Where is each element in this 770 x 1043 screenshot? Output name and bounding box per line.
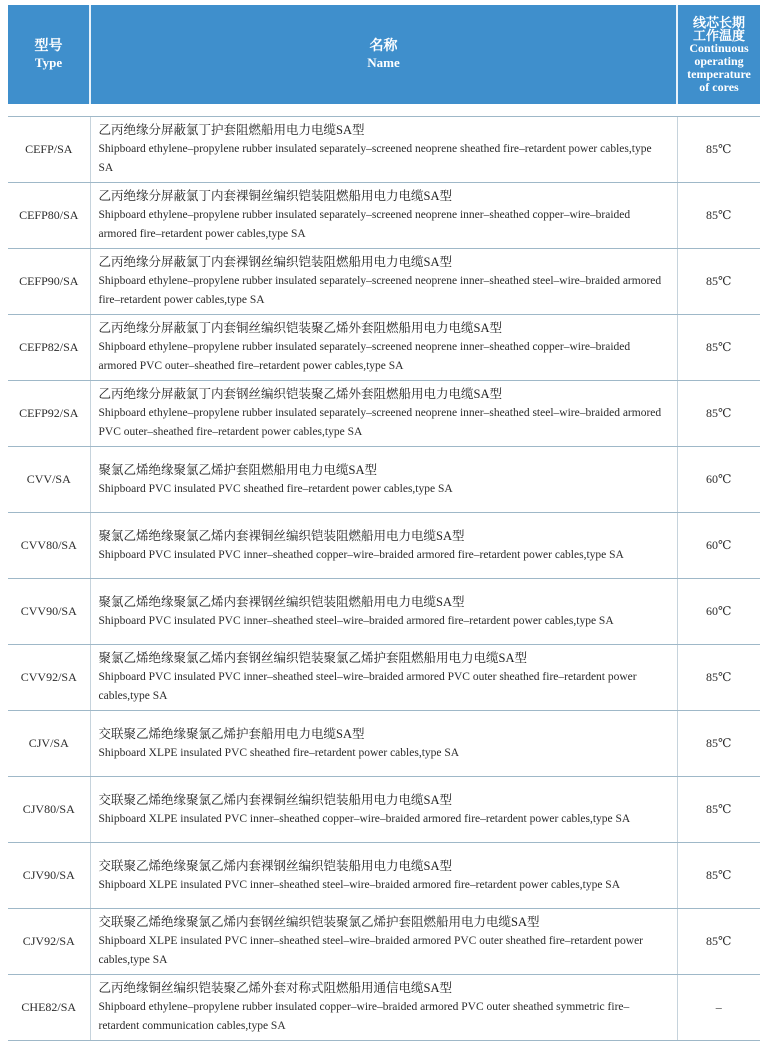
type-cell: CVV/SA [8, 447, 90, 513]
name-cell [90, 909, 677, 975]
name-zh: 乙丙绝缘铜丝编织铠装聚乙烯外套对称式阻燃船用通信电缆SA型 [98, 981, 452, 995]
name-en: Shipboard PVC insulated PVC sheathed fire–retardent power cables,type SA [98, 482, 453, 495]
table-row [8, 777, 760, 843]
name-zh: 聚氯乙烯绝缘聚氯乙烯内套裸铜丝编织铠装阻燃船用电力电缆SA型 [98, 528, 465, 543]
name-zh: 聚氯乙烯绝缘聚氯乙烯内套钢丝编织铠装聚氯乙烯护套阻燃船用电力电缆SA型 [98, 651, 527, 665]
type-cell: CEFP92/SA [8, 381, 90, 447]
type-cell: CEFP82/SA [8, 315, 90, 381]
type-cell: CVV90/SA [8, 579, 90, 645]
table-row [8, 183, 760, 249]
name-en: Shipboard ethylene–propylene rubber insulated separately–screened neoprene inner–sheathed copper–wire–braided armored fire–retardent power cables,type SA [98, 209, 631, 240]
header-name [90, 5, 677, 104]
table-row [8, 909, 760, 975]
name-en: Shipboard ethylene–propylene rubber insulated separately–screened neoprene inner–sheathed steel–wire–braided armored PVC outer–sheathed fire–retardent power cables,type SA [98, 407, 662, 438]
name-en: Shipboard PVC insulated PVC inner–sheathed steel–wire–braided armored fire–retardent power cables,type SA [98, 614, 614, 627]
table-row [8, 447, 760, 513]
name-cell [90, 711, 677, 777]
temp-cell: 85℃ [677, 777, 760, 843]
temp-cell: 60℃ [677, 447, 760, 513]
name-zh: 乙丙绝缘分屏蔽氯丁内套铜丝编织铠装聚乙烯外套阻燃船用电力电缆SA型 [98, 321, 502, 335]
header-temp-zh-2: 工作温度 [692, 27, 745, 43]
header-temp-en-3: temperature [687, 66, 751, 81]
name-cell [90, 249, 677, 315]
name-zh: 聚氯乙烯绝缘聚氯乙烯护套阻燃船用电力电缆SA型 [98, 462, 377, 477]
cable-spec-table [8, 5, 760, 1041]
temp-cell: 85℃ [677, 711, 760, 777]
name-zh: 交联聚乙烯绝缘聚氯乙烯内套裸铜丝编织铠装船用电力电缆SA型 [98, 792, 452, 807]
type-cell: CJV80/SA [8, 777, 90, 843]
name-zh: 乙丙绝缘分屏蔽氯丁护套阻燃船用电力电缆SA型 [98, 123, 365, 137]
name-en: Shipboard PVC insulated PVC inner–sheathed copper–wire–braided armored fire–retardent power cables,type SA [98, 548, 624, 561]
table-row [8, 711, 760, 777]
type-cell: CEFP80/SA [8, 183, 90, 249]
table-row [8, 381, 760, 447]
temp-cell: 60℃ [677, 513, 760, 579]
header-name-zh: 名称 [369, 39, 398, 54]
temp-cell: – [677, 975, 760, 1041]
header-type-zh: 型号 [34, 39, 63, 54]
type-cell: CHE82/SA [8, 975, 90, 1041]
name-en: Shipboard ethylene–propylene rubber insulated separately–screened neoprene inner–sheathed copper–wire–braided armored PVC outer–sheathed fire–retardent power cables,type SA [98, 341, 631, 372]
temp-cell: 85℃ [677, 315, 760, 381]
name-en: Shipboard XLPE insulated PVC inner–sheathed steel–wire–braided armored PVC outer sheathed fire–retardent power cables,type SA [98, 935, 643, 966]
header-temp-en-1: Continuous [689, 40, 749, 55]
temp-cell: 85℃ [677, 843, 760, 909]
header-type-en: Type [34, 55, 63, 70]
type-cell: CJV90/SA [8, 843, 90, 909]
name-en: Shipboard XLPE insulated PVC inner–sheathed steel–wire–braided armored fire–retardent power cables,type SA [98, 878, 620, 891]
header-temp-en-2: operating [694, 53, 744, 68]
header-temp-zh-1: 线芯长期 [692, 14, 745, 30]
name-zh: 交联聚乙烯绝缘聚氯乙烯内套钢丝编织铠装聚氯乙烯护套阻燃船用电力电缆SA型 [98, 915, 540, 929]
temp-cell: 85℃ [677, 909, 760, 975]
table-row [8, 315, 760, 381]
name-cell [90, 381, 677, 447]
name-cell [90, 843, 677, 909]
table-row [8, 117, 760, 183]
name-cell [90, 975, 677, 1041]
table-row [8, 579, 760, 645]
name-en: Shipboard ethylene–propylene rubber insulated copper–wire–braided armored PVC outer sheathed symmetric fire–retardent communication cables,type SA [98, 1001, 630, 1032]
name-zh: 乙丙绝缘分屏蔽氯丁内套钢丝编织铠装聚乙烯外套阻燃船用电力电缆SA型 [98, 387, 502, 401]
name-cell [90, 183, 677, 249]
name-cell [90, 117, 677, 183]
type-cell: CJV92/SA [8, 909, 90, 975]
name-en: Shipboard XLPE insulated PVC sheathed fire–retardent power cables,type SA [98, 746, 460, 759]
temp-cell: 85℃ [677, 249, 760, 315]
name-cell [90, 315, 677, 381]
type-cell: CVV92/SA [8, 645, 90, 711]
name-zh: 乙丙绝缘分屏蔽氯丁内套裸铜丝编织铠装阻燃船用电力电缆SA型 [98, 189, 452, 203]
name-cell [90, 579, 677, 645]
temp-cell: 85℃ [677, 645, 760, 711]
table-row [8, 843, 760, 909]
header-type [8, 5, 90, 104]
name-en: Shipboard ethylene–propylene rubber insulated separately–screened neoprene sheathed fire–retardent power cables,type SA [98, 143, 652, 174]
name-cell [90, 645, 677, 711]
temp-cell: 85℃ [677, 117, 760, 183]
table-row [8, 645, 760, 711]
name-cell [90, 447, 677, 513]
name-en: Shipboard PVC insulated PVC inner–sheathed steel–wire–braided armored PVC outer sheathed fire–retardent power cables,type SA [98, 671, 637, 702]
name-cell [90, 777, 677, 843]
header-gap [8, 104, 760, 117]
header-name-en: Name [367, 55, 400, 70]
header-temperature [677, 5, 760, 104]
name-zh: 乙丙绝缘分屏蔽氯丁内套裸钢丝编织铠装阻燃船用电力电缆SA型 [98, 255, 452, 269]
table-header-row [8, 5, 760, 104]
table-row [8, 513, 760, 579]
name-zh: 交联聚乙烯绝缘聚氯乙烯内套裸钢丝编织铠装船用电力电缆SA型 [98, 858, 452, 873]
table-row [8, 975, 760, 1041]
temp-cell: 85℃ [677, 381, 760, 447]
name-en: Shipboard XLPE insulated PVC inner–sheathed copper–wire–braided armored fire–retardent power cables,type SA [98, 812, 631, 825]
temp-cell: 85℃ [677, 183, 760, 249]
table-row [8, 249, 760, 315]
type-cell: CVV80/SA [8, 513, 90, 579]
type-cell: CJV/SA [8, 711, 90, 777]
name-cell [90, 513, 677, 579]
name-zh: 聚氯乙烯绝缘聚氯乙烯内套裸钢丝编织铠装阻燃船用电力电缆SA型 [98, 594, 465, 609]
type-cell: CEFP/SA [8, 117, 90, 183]
type-cell: CEFP90/SA [8, 249, 90, 315]
name-zh: 交联聚乙烯绝缘聚氯乙烯护套船用电力电缆SA型 [98, 726, 365, 741]
header-temp-en-4: of cores [699, 79, 739, 94]
name-en: Shipboard ethylene–propylene rubber insulated separately–screened neoprene inner–sheathed steel–wire–braided armored fire–retardent power cables,type SA [98, 275, 662, 306]
temp-cell: 60℃ [677, 579, 760, 645]
